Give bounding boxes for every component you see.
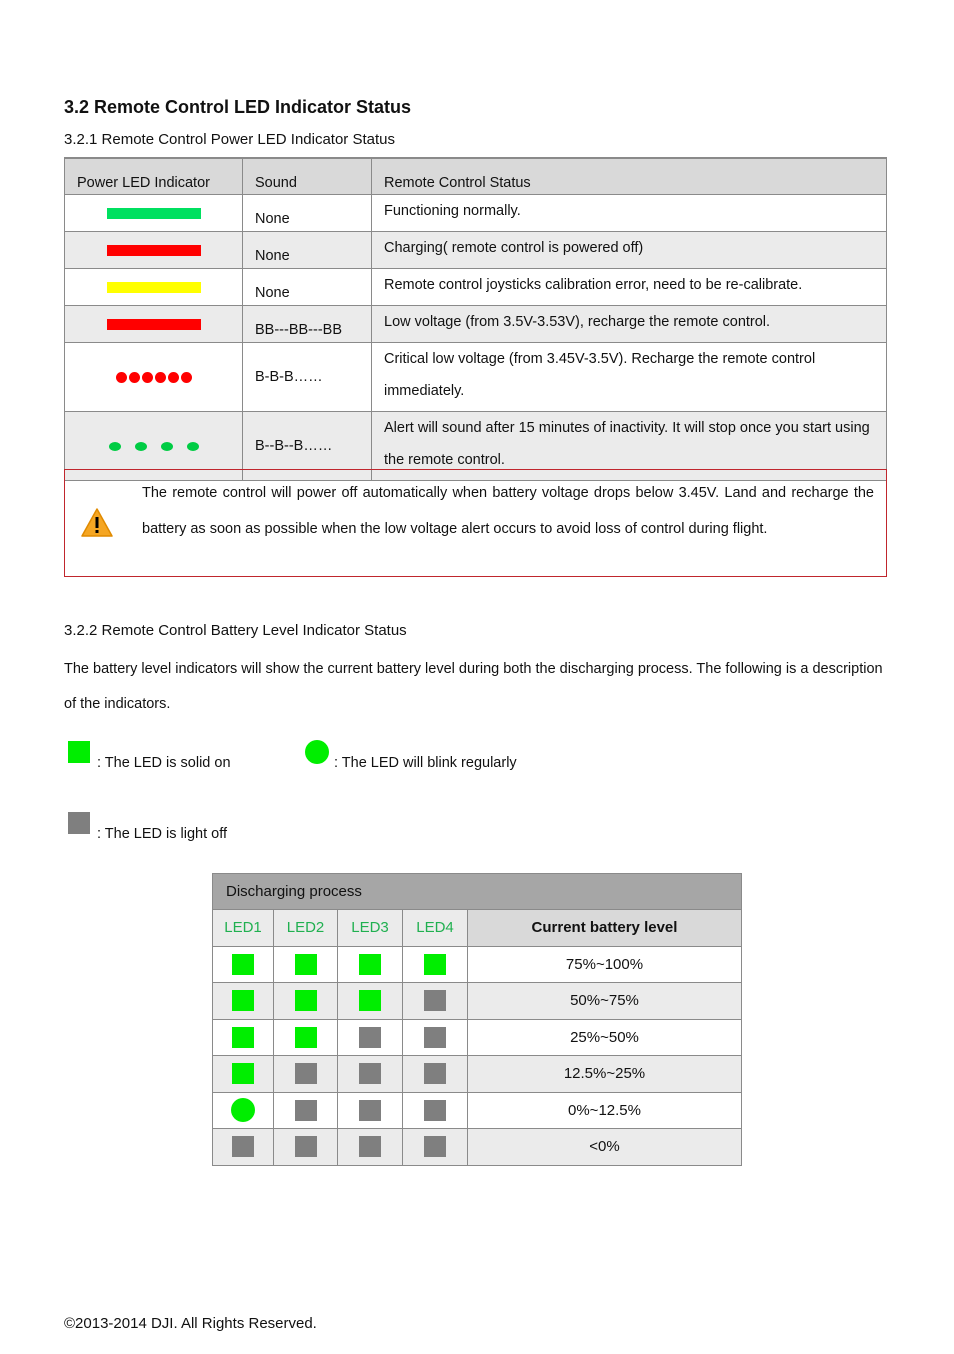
status-cell: Critical low voltage (from 3.45V-3.5V). Recharge the remote control immediately. xyxy=(372,343,887,412)
table-row xyxy=(213,1092,742,1129)
off-led-icon xyxy=(68,812,90,834)
status-cell: Low voltage (from 3.5V-3.53V), recharge the remote control. xyxy=(372,306,887,343)
table-row xyxy=(65,306,887,343)
led-cell xyxy=(213,1092,274,1129)
green-blink-dots xyxy=(102,438,206,454)
led-cell xyxy=(338,1092,403,1129)
led-cell xyxy=(274,1056,338,1093)
yellow-led-bar xyxy=(107,282,201,293)
sound-cell: None xyxy=(243,269,372,306)
led-off-icon xyxy=(359,1063,381,1084)
led-cell xyxy=(274,1092,338,1129)
legend-off-label: : The LED is light off xyxy=(97,826,228,842)
led-blink-icon xyxy=(231,1098,255,1122)
status-cell: Functioning normally. xyxy=(372,195,887,232)
table-caption-row xyxy=(213,874,742,910)
led-off-icon xyxy=(424,1027,446,1048)
column-header: LED1 xyxy=(213,910,274,947)
table-row xyxy=(213,1056,742,1093)
battery-level-cell: 75%~100% xyxy=(468,946,742,983)
led-off-icon xyxy=(359,1100,381,1121)
led-off-icon xyxy=(424,1136,446,1157)
led-off-icon xyxy=(359,1027,381,1048)
led-cell xyxy=(213,946,274,983)
table-row xyxy=(213,946,742,983)
table-row xyxy=(213,983,742,1020)
column-header: Current battery level xyxy=(468,910,742,947)
table-caption: Discharging process xyxy=(213,874,742,910)
indicator-cell xyxy=(65,232,243,269)
led-on-icon xyxy=(232,990,254,1011)
copyright-footer: ©2013-2014 DJI. All Rights Reserved. xyxy=(64,1315,317,1332)
led-cell xyxy=(274,983,338,1020)
warning-text: The remote control will power off automatically when battery voltage drops below 3.45V. Land and recharge the battery as soon as possible when the low voltage alert occurs to avoid loss of control during flight. xyxy=(142,485,874,537)
led-cell xyxy=(274,1129,338,1166)
table-row xyxy=(65,343,887,412)
led-off-icon xyxy=(295,1136,317,1157)
led-cell xyxy=(403,1092,468,1129)
indicator-cell xyxy=(65,343,243,412)
status-cell: Remote control joysticks calibration error, need to be re-calibrate. xyxy=(372,269,887,306)
led-cell xyxy=(403,983,468,1020)
red-led-bar xyxy=(107,319,201,330)
table-header-row xyxy=(213,910,742,947)
battery-level-cell: <0% xyxy=(468,1129,742,1166)
battery-level-cell: 0%~12.5% xyxy=(468,1092,742,1129)
table-row xyxy=(65,195,887,232)
power-led-table xyxy=(64,157,887,481)
led-cell xyxy=(338,1019,403,1056)
legend-blink-label: : The LED will blink regularly xyxy=(334,755,517,771)
indicator-cell xyxy=(65,269,243,306)
table-row xyxy=(213,1019,742,1056)
led-off-icon xyxy=(424,1063,446,1084)
subsection-title-battery: 3.2.2 Remote Control Battery Level Indicator Status xyxy=(64,622,407,639)
sound-cell: B--B--B…… xyxy=(243,412,372,481)
led-on-icon xyxy=(232,954,254,975)
solid-led-icon xyxy=(68,741,90,763)
sound-cell: None xyxy=(243,195,372,232)
green-led-bar xyxy=(107,208,201,219)
led-on-icon xyxy=(295,1027,317,1048)
table-row xyxy=(65,269,887,306)
red-blink-dots xyxy=(115,369,193,385)
battery-level-cell: 25%~50% xyxy=(468,1019,742,1056)
column-header: Power LED Indicator xyxy=(65,158,243,195)
led-cell xyxy=(338,946,403,983)
sound-cell: None xyxy=(243,232,372,269)
led-cell xyxy=(403,1019,468,1056)
led-cell xyxy=(213,1019,274,1056)
warning-triangle-icon xyxy=(80,507,114,538)
led-on-icon xyxy=(359,954,381,975)
led-off-icon xyxy=(424,1100,446,1121)
subsection-title-power: 3.2.1 Remote Control Power LED Indicator Status xyxy=(64,131,395,148)
led-cell xyxy=(403,946,468,983)
column-header: LED4 xyxy=(403,910,468,947)
sound-cell: BB---BB---BB xyxy=(243,306,372,343)
battery-level-cell: 50%~75% xyxy=(468,983,742,1020)
blink-led-icon xyxy=(305,740,329,764)
led-cell xyxy=(213,1056,274,1093)
description-paragraph: The battery level indicators will show the current battery level during both the discharging process. The following is a description of the indicators. xyxy=(64,661,883,712)
led-cell xyxy=(403,1129,468,1166)
led-off-icon xyxy=(295,1100,317,1121)
led-on-icon xyxy=(359,990,381,1011)
column-header: LED2 xyxy=(274,910,338,947)
legend-solid-label: : The LED is solid on xyxy=(97,755,231,771)
warning-box xyxy=(64,469,887,577)
led-cell xyxy=(213,1129,274,1166)
led-cell xyxy=(338,1056,403,1093)
indicator-cell xyxy=(65,306,243,343)
status-cell: Alert will sound after 15 minutes of inactivity. It will stop once you start using the remote control. xyxy=(372,412,887,481)
led-on-icon xyxy=(232,1027,254,1048)
led-off-icon xyxy=(295,1063,317,1084)
led-on-icon xyxy=(295,990,317,1011)
led-cell xyxy=(338,1129,403,1166)
led-on-icon xyxy=(295,954,317,975)
section-title: 3.2 Remote Control LED Indicator Status xyxy=(64,97,412,117)
indicator-cell xyxy=(65,195,243,232)
column-header: Sound xyxy=(243,158,372,195)
sound-cell: B-B-B…… xyxy=(243,343,372,412)
column-header: Remote Control Status xyxy=(372,158,887,195)
led-off-icon xyxy=(424,990,446,1011)
red-led-bar xyxy=(107,245,201,256)
led-cell xyxy=(213,983,274,1020)
table-header-row xyxy=(65,158,887,195)
status-cell: Charging( remote control is powered off) xyxy=(372,232,887,269)
led-cell xyxy=(338,983,403,1020)
led-on-icon xyxy=(232,1063,254,1084)
battery-level-cell: 12.5%~25% xyxy=(468,1056,742,1093)
led-cell xyxy=(274,946,338,983)
led-on-icon xyxy=(424,954,446,975)
led-cell xyxy=(274,1019,338,1056)
battery-level-table xyxy=(212,873,742,1166)
led-cell xyxy=(403,1056,468,1093)
column-header: LED3 xyxy=(338,910,403,947)
table-row xyxy=(213,1129,742,1166)
table-row xyxy=(65,232,887,269)
led-off-icon xyxy=(232,1136,254,1157)
led-off-icon xyxy=(359,1136,381,1157)
